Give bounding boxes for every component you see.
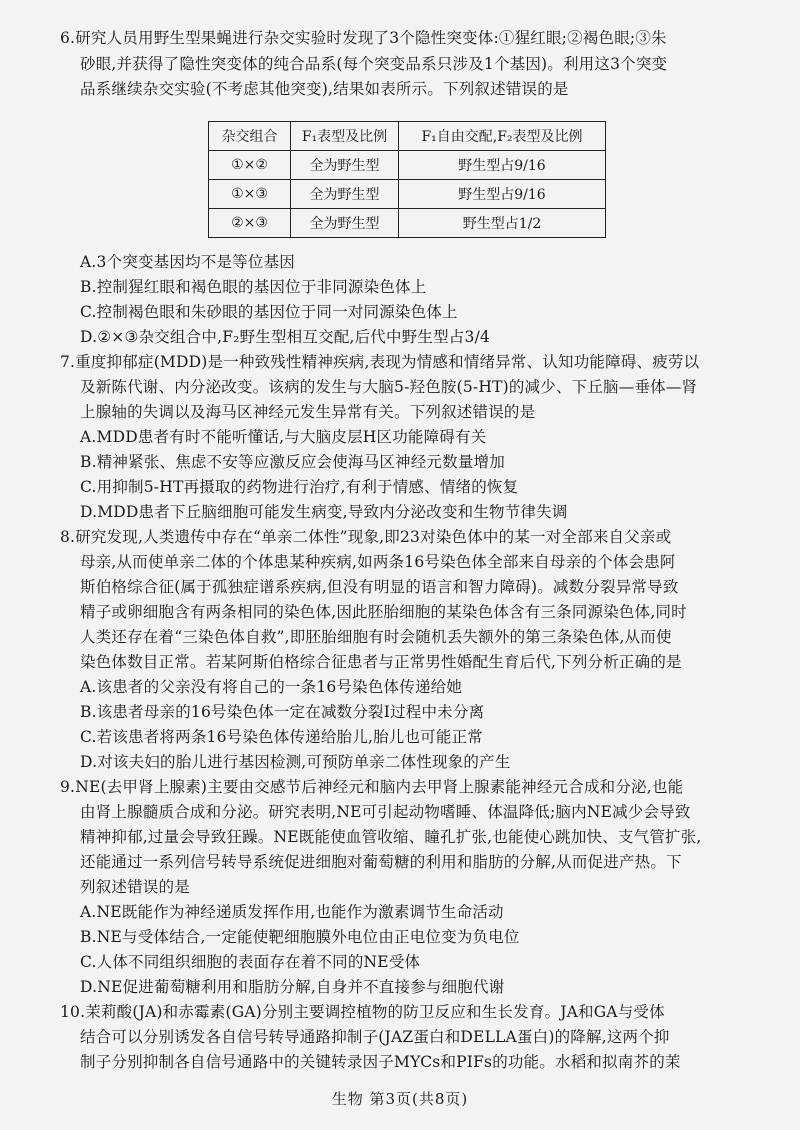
q8-stem-line-5: 人类还存在着“三染色体自救”,即胚胎细胞有时会随机丢失额外的第三条染色体,从而使 bbox=[80, 628, 672, 646]
q7-stem-line-3: 上腺轴的失调以及海马区神经元发生异常有关。下列叙述错误的是 bbox=[80, 403, 536, 421]
q9-option-a: A.NE既能作为神经递质发挥作用,也能作为激素调节生命活动 bbox=[80, 903, 504, 921]
q6-stem-line-1: 6.研究人员用野生型果蝇进行杂交实验时发现了3个隐性突变体:①猩红眼;②褐色眼;③朱 bbox=[60, 29, 667, 47]
q6-option-d: D.②×③杂交组合中,F₂野生型相互交配,后代中野生型占3/4 bbox=[80, 328, 491, 346]
q9-stem-line-1: 9.NE(去甲肾上腺素)主要由交感节后神经元和脑内去甲肾上腺素能神经元合成和分泌,也能 bbox=[60, 778, 684, 796]
q8-option-d: D.对该夫妇的胎儿进行基因检测,可预防单亲二体性现象的产生 bbox=[80, 753, 511, 771]
q10-stem-line-2: 结合可以分别诱发各自信号转导通路抑制子(JAZ蛋白和DELLA蛋白)的降解,这两个抑 bbox=[80, 1028, 670, 1046]
table-cell: 全为野生型 bbox=[291, 180, 399, 209]
q8-option-a: A.该患者的父亲没有将自己的一条16号染色体传递给她 bbox=[80, 678, 463, 696]
table-header-cell: F₁自由交配,F₂表型及比例 bbox=[399, 122, 606, 151]
q9-stem-line-3: 精神抑郁,过量会导致狂躁。NE既能使血管收缩、瞳孔扩张,也能使心跳加快、支气管扩张, bbox=[80, 828, 702, 846]
table-cell: 野生型占1/2 bbox=[399, 209, 606, 238]
q9-stem-line-4: 还能通过一系列信号转导系统促进细胞对葡萄糖的利用和脂肪的分解,从而促进产热。下 bbox=[80, 853, 682, 871]
q8-stem-line-4: 精子或卵细胞含有两条相同的染色体,因此胚胎细胞的某染色体含有三条同源染色体,同时 bbox=[80, 603, 687, 621]
q8-stem-line-1: 8.研究发现,人类遗传中存在“单亲二体性”现象,即23对染色体中的某一对全部来自父亲或 bbox=[60, 528, 672, 546]
q9-option-b: B.NE与受体结合,一定能使靶细胞膜外电位由正电位变为负电位 bbox=[80, 928, 520, 946]
q9-stem-line-2: 由肾上腺髓质合成和分泌。研究表明,NE可引起动物嗜睡、体温降低;脑内NE减少会导致 bbox=[80, 803, 691, 821]
table-cell: ②×③ bbox=[209, 209, 291, 238]
table-row bbox=[209, 209, 606, 238]
q7-option-d: D.MDD患者下丘脑细胞可能发生病变,导致内分泌改变和生物节律失调 bbox=[80, 503, 568, 521]
q6-stem-line-3: 品系继续杂交实验(不考虑其他突变),结果如表所示。下列叙述错误的是 bbox=[80, 80, 569, 98]
q7-stem-line-2: 及新陈代谢、内分泌改变。该病的发生与大脑5-羟色胺(5-HT)的减少、下丘脑—垂体—肾 bbox=[80, 378, 698, 396]
q7-option-c: C.用抑制5-HT再摄取的药物进行治疗,有利于情感、情绪的恢复 bbox=[80, 478, 519, 496]
table-row bbox=[209, 151, 606, 180]
table-header-cell: 杂交组合 bbox=[209, 122, 291, 151]
table-cell: ①×② bbox=[209, 151, 291, 180]
q6-option-b: B.控制猩红眼和褐色眼的基因位于非同源染色体上 bbox=[80, 278, 427, 296]
q8-stem-line-3: 斯伯格综合征(属于孤独症谱系疾病,但没有明显的语言和智力障碍)。减数分裂异常导致 bbox=[80, 578, 679, 596]
q8-stem-line-2: 母亲,从而使单亲二体的个体患某种疾病,如两条16号染色体全部来自母亲的个体会患阿 bbox=[80, 553, 676, 571]
q6-option-c: C.控制褐色眼和朱砂眼的基因位于同一对同源染色体上 bbox=[80, 303, 458, 321]
q6-stem-line-2: 砂眼,并获得了隐性突变体的纯合品系(每个突变品系只涉及1个基因)。利用这3个突变 bbox=[80, 55, 668, 73]
q8-option-b: B.该患者母亲的16号染色体一定在减数分裂Ⅰ过程中未分离 bbox=[80, 703, 485, 721]
table-cell: 全为野生型 bbox=[291, 209, 399, 238]
q7-option-b: B.精神紧张、焦虑不安等应激反应会使海马区神经元数量增加 bbox=[80, 453, 505, 471]
q6-cross-table bbox=[208, 121, 606, 238]
q9-option-d: D.NE促进葡萄糖利用和脂肪分解,自身并不直接参与细胞代谢 bbox=[80, 978, 505, 996]
table-header-row bbox=[209, 122, 606, 151]
q10-stem-line-1: 10.茉莉酸(JA)和赤霉素(GA)分别主要调控植物的防卫反应和生长发育。JA和GA与受体 bbox=[60, 1003, 665, 1021]
table-cell: 野生型占9/16 bbox=[399, 151, 606, 180]
table-header-cell: F₁表型及比例 bbox=[291, 122, 399, 151]
q9-option-c: C.人体不同组织细胞的表面存在着不同的NE受体 bbox=[80, 953, 421, 971]
q10-stem-line-3: 制子分别抑制各自信号通路中的关键转录因子MYCs和PIFs的功能。水稻和拟南芥的茉 bbox=[80, 1053, 681, 1071]
table-cell: 野生型占9/16 bbox=[399, 180, 606, 209]
table-cell: 全为野生型 bbox=[291, 151, 399, 180]
q8-stem-line-6: 染色体数目正常。若某阿斯伯格综合征患者与正常男性婚配生育后代,下列分析正确的是 bbox=[80, 653, 682, 671]
page-footer: 生物 第3页(共8页) bbox=[331, 1090, 469, 1108]
table-cell: ①×③ bbox=[209, 180, 291, 209]
q7-option-a: A.MDD患者有时不能听懂话,与大脑皮层H区功能障碍有关 bbox=[80, 428, 487, 446]
q7-stem-line-1: 7.重度抑郁症(MDD)是一种致残性精神疾病,表现为情感和情绪异常、认知功能障碍、疲劳以 bbox=[60, 353, 700, 371]
q6-option-a: A.3个突变基因均不是等位基因 bbox=[80, 253, 295, 271]
table-row bbox=[209, 180, 606, 209]
q8-option-c: C.若该患者将两条16号染色体传递给胎儿,胎儿也可能正常 bbox=[80, 728, 483, 746]
q9-stem-line-5: 列叙述错误的是 bbox=[80, 878, 190, 896]
